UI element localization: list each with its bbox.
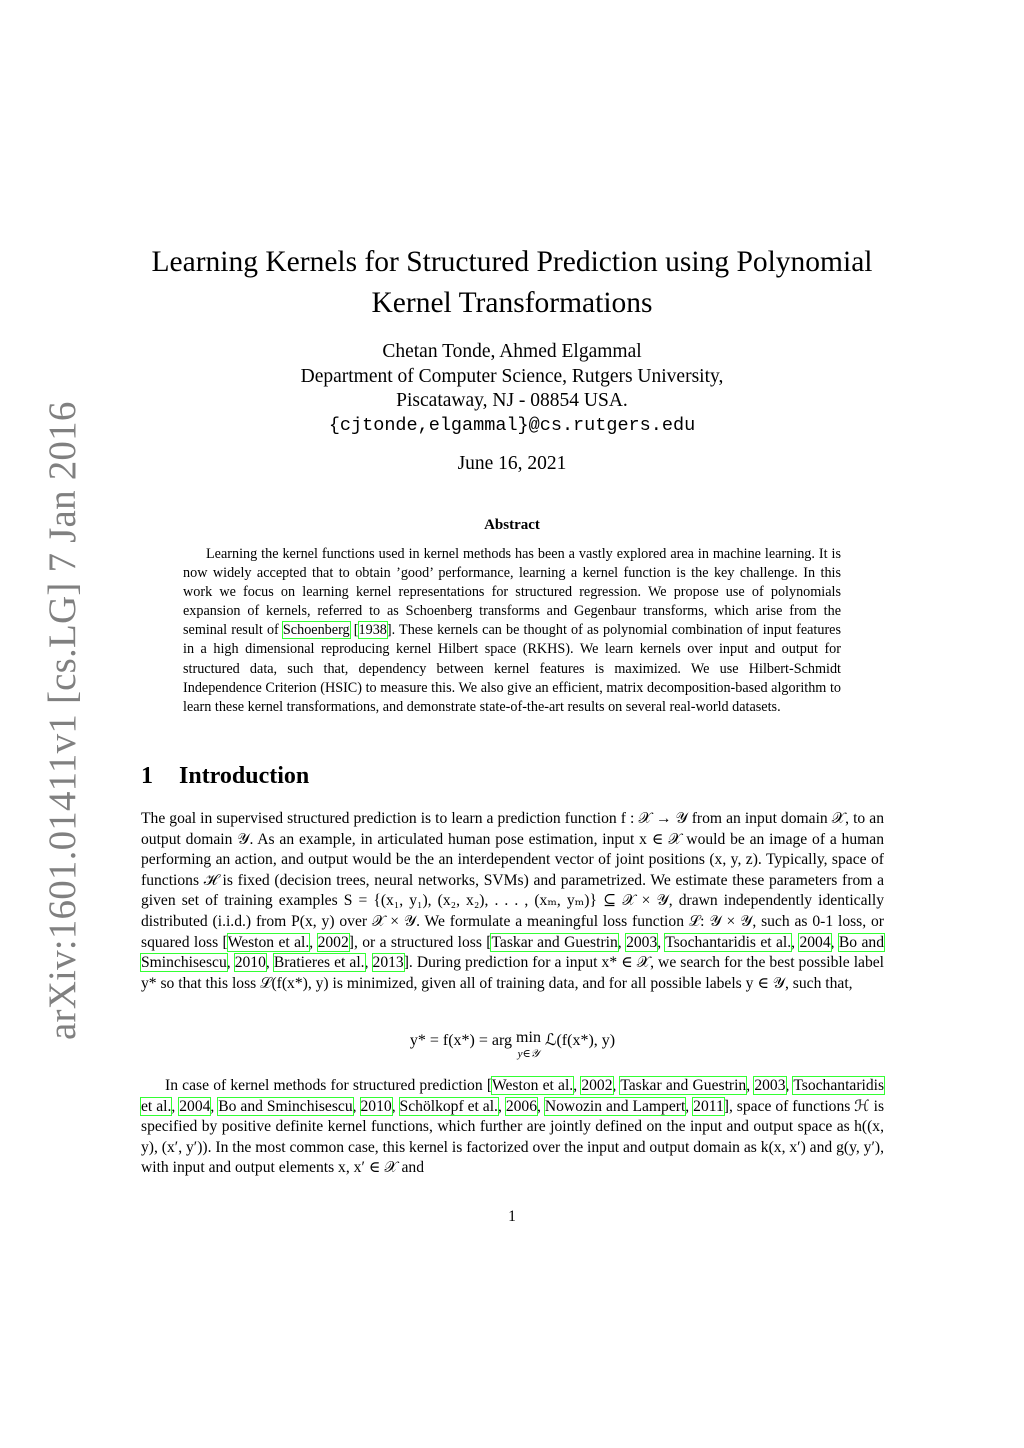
citation-link-2010[interactable]: 2010 [234,954,266,972]
citation-link-2010-2[interactable]: 2010 [360,1097,392,1115]
citation-link-weston[interactable]: Weston et al. [227,933,310,951]
intro-p2-text-a: In case of kernel methods for structured prediction [ [165,1077,493,1094]
abstract-text-a: Learning the kernel functions used in kernel methods has been a vastly explored area in machine learning. It is now widely accepted that to obtain ’good’ performance, learning a kernel function is the key challenge. In this work we focus on learning kernel representations for structured regression. We propose use of polynomials expansion of kernels, referred to as Schoenberg transforms and Gegenbaur transforms, which arise from the seminal result of [183,546,841,639]
intro-p1-text-c: ]. During prediction for a input x* ∈ 𝒳, we search for the best possible label y* so that this loss ℒ(f(x*), y) is minimized, given all of training data, and for all possible labels y ∈ 𝒴, such that, [141,954,885,992]
equation-min-operator [516,1030,541,1062]
citation-link-nowozin[interactable]: Nowozin and Lampert [544,1097,686,1115]
citation-link-2013[interactable]: 2013 [372,954,404,972]
abstract-text-b: . These kernels can be thought of as polynomial combination of input features in a high dimensional reproducing kernel Hilbert space (RKHS). We learn kernels over input and output for structured data, such that, dependency between kernel features is maximized. We use Hilbert-Schmidt Independence Criterion (HSIC) to measure this. We also give an efficient, matrix decomposition-based algorithm to learn these kernel transformations, and demonstrate state-of-the-art results on several real-world datasets. [183,622,841,715]
equation-rhs: ℒ(f(x*), y) [540,1032,616,1049]
equation-min: min [516,1029,541,1046]
section-heading [141,763,309,790]
intro-p1-text-a: The goal in supervised structured prediction is to learn a prediction function f : 𝒳 → 𝒴 from an input domain 𝒳, to an output domain 𝒴. As an example, in articulated human pose estimation, input x ∈ 𝒳 would be an image of a human performing an action, and output would be the an interdependent vector of joint positions (x, y, z). Typically, space of functions ℋ is fixed (decision trees, neural networks, SVMs) and parametrized. We estimate these parameters from a given set of training examples S = {(x₁, y₁), (x₂, x₂), . . . , (xₘ, yₘ)} ⊆ 𝒳 × 𝒴, drawn independently identically distributed (i.i.d.) from P(x, y) over 𝒳 × 𝒴. We formulate a meaningful loss function ℒ: 𝒴 × 𝒴, such as 0-1 loss, or squared loss [ [141,810,884,951]
citation-link-schoenberg[interactable]: Schoenberg [282,622,350,639]
paper-date: June 16, 2021 [457,453,567,474]
citation-link-bo-2[interactable]: Bo and Sminchisescu [218,1097,353,1115]
citation-link-tsochantaridis[interactable]: Tsochantaridis et al. [665,933,792,951]
citation-link-2003-2[interactable]: 2003 [754,1077,786,1094]
citation-link-2002[interactable]: 2002 [317,933,349,951]
citation-link-taskar[interactable]: Taskar and Guestrin [491,933,618,951]
citation-link-taskar-2[interactable]: Taskar and Guestrin [620,1077,747,1094]
equation-lhs: y* = f(x*) = arg [409,1032,517,1049]
abstract-heading: Abstract [484,517,540,533]
page-number: 1 [508,1208,516,1225]
equation-argmin [141,1030,884,1062]
citation-link-weston-2[interactable]: Weston et al. [492,1077,574,1094]
citation-link-tsochantaridis-2[interactable]: Tsochantaridis et al. [141,1077,885,1115]
intro-p2-text-b: ], space of functions ℋ is specified by positive definite kernel functions, which further are jointly defined on the input and output space as h((x, y), (x′, y′)). In the most common case, this kernel is factorized over the input and output domain as k(x, x′) and g(y, y′), with input and output elements x, x′ ∈ 𝒳 and [141,1097,885,1177]
author-block [200,340,824,438]
intro-p1-text-b: ], or a structured loss [ [348,933,492,951]
intro-paragraph-1: The goal in supervised structured prediction is to learn a prediction function f : 𝒳 → 𝒴 from an input domain 𝒳, to an output domain 𝒴. As an example, in articulated human pose estimation, input x ∈ 𝒳 would be an image of a human performing an action, and output would be the an interdependent vector of joint positions (x, y, z). Typically, space of functions ℋ is fixed (decision trees, neural networks, SVMs) and parametrized. We estimate these parameters from a given set of training examples S = {(x₁, y₁), (x₂, x₂), . . . , (xₘ, yₘ)} ⊆ 𝒳 × 𝒴, drawn independently identically distributed (i.i.d.) from P(x, y) over 𝒳 × 𝒴. We formulate a meaningful loss function ℒ: 𝒴 × 𝒴, such as 0-1 loss, or squared loss [Weston et al., 2002], or a structured loss [Taskar and Guestrin, 2003, Tsochantaridis et al., 2004, Bo and Sminchisescu, 2010, Bratieres et al., 2013]. During prediction for a input x* ∈ 𝒳, we search for the best possible label y* so that this loss ℒ(f(x*), y) is minimized, given all of training data, and for all possible labels y ∈ 𝒴, such that, [141,810,885,992]
abstract-body: Learning the kernel functions used in kernel methods has been a vastly explored area in machine learning. It is now widely accepted that to obtain ’good’ performance, learning a kernel function is the key challenge. In this work we focus on learning kernel representations for structured regression. We propose use of polynomials expansion of kernels, referred to as Schoenberg transforms and Gegenbaur transforms, which arise from the seminal result of Schoenberg [1938]. These kernels can be thought of as polynomial combination of input features in a high dimensional reproducing kernel Hilbert space (RKHS). We learn kernels over input and output for structured data, such that, dependency between kernel features is maximized. We use Hilbert-Schmidt Independence Criterion (HSIC) to measure this. We also give an efficient, matrix decomposition-based algorithm to learn these kernel transformations, and demonstrate state-of-the-art results on several real-world datasets. [183,546,841,715]
citation-link-2011[interactable]: 2011 [693,1097,724,1115]
author-email: {cjtonde,elgammal}@cs.rutgers.edu [328,414,696,436]
title-line-1: Learning Kernels for Structured Prediction using Polynomial [151,246,873,278]
citation-link-2003[interactable]: 2003 [626,933,658,951]
citation-link-2004[interactable]: 2004 [799,933,831,951]
citation-link-1938[interactable]: 1938 [358,622,387,639]
citation-link-scholkopf[interactable]: Schölkopf et al. [399,1097,498,1115]
title-line-2: Kernel Transformations [371,287,653,319]
intro-paragraph-2: In case of kernel methods for structured prediction [Weston et al., 2002, Taskar and Guestrin, 2003, Tsochantaridis et al., 2004, Bo and Sminchisescu, 2010, Schölkopf et al., 2006, Nowozin and Lampert, 2011], space of functions ℋ is specified by positive definite kernel functions, which further are jointly defined on the input and output space as h((x, y), (x′, y′)). In the most common case, this kernel is factorized over the input and output domain as k(x, x′) and g(y, y′), with input and output elements x, x′ ∈ 𝒳 and [141,1077,885,1177]
arxiv-side-label: arXiv:1601.01411v1 [cs.LG] 7 Jan 2016 [41,401,84,1040]
section-number: 1 [141,763,153,789]
citation-link-bratieres[interactable]: Bratieres et al. [273,954,365,972]
paper-title [100,242,924,324]
author-address: Piscataway, NJ - 08854 USA. [396,390,628,411]
citation-link-2002-2[interactable]: 2002 [581,1077,613,1094]
author-names: Chetan Tonde, Ahmed Elgammal [382,341,642,362]
author-affiliation: Department of Computer Science, Rutgers University, [300,365,724,387]
section-title: Introduction [179,763,310,789]
citation-link-2006[interactable]: 2006 [505,1097,538,1115]
citation-link-bo[interactable]: Bo and Sminchisescu [141,933,884,972]
citation-link-2004-2[interactable]: 2004 [179,1097,211,1115]
equation-subscript: y∈𝒴 [517,1048,540,1060]
